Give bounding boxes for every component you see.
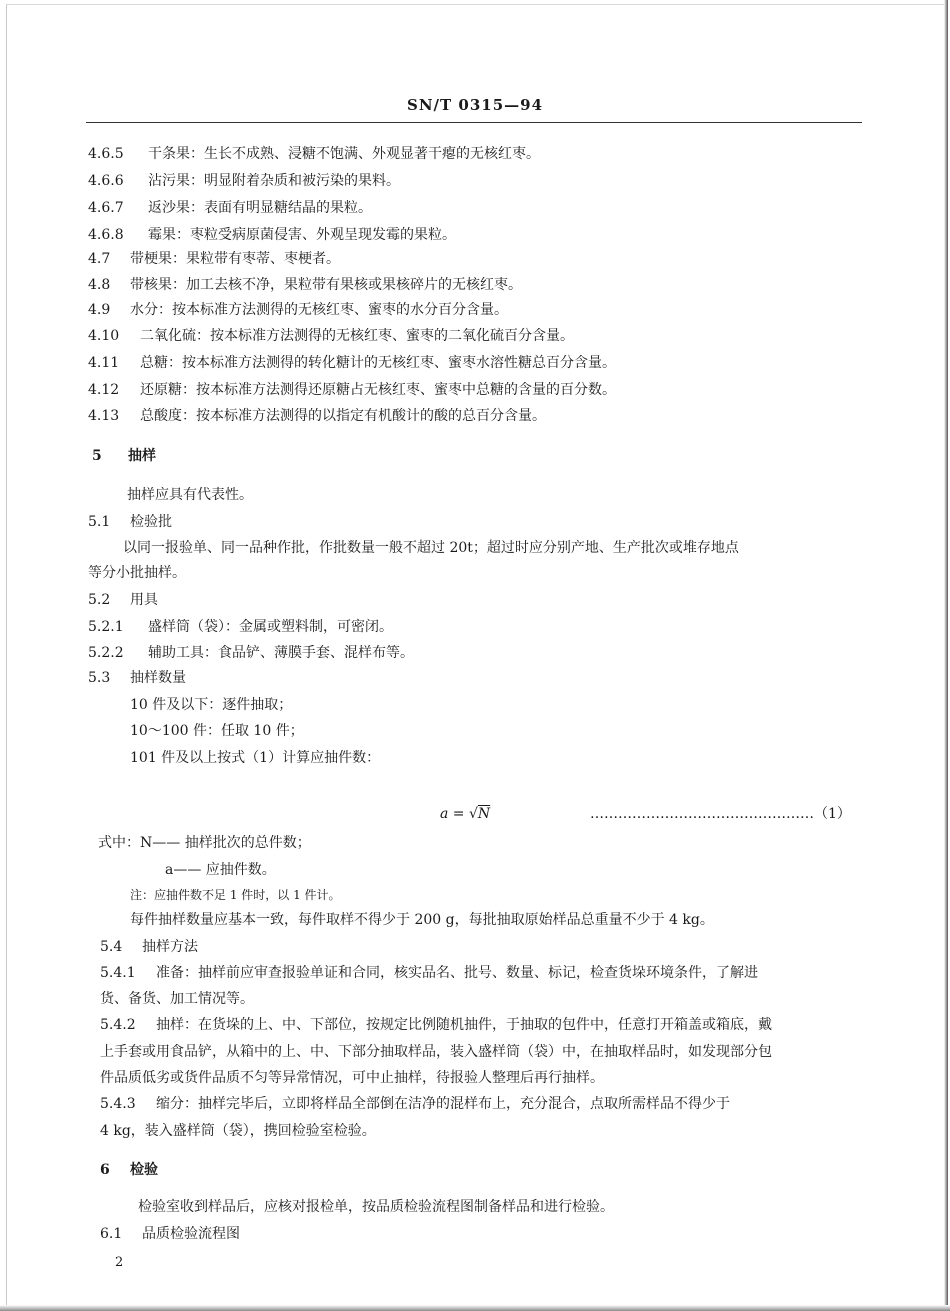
formula-where-n: 式中：N—— 抽样批次的总件数； <box>98 835 311 851</box>
clause-4-6-7: 4.6.7 返沙果：表面有明显糖结晶的果粒。 <box>88 200 372 216</box>
sampling-rule-3: 101 件及以上按式（1）计算应抽件数： <box>130 750 381 766</box>
note: 注：应抽件数不足 1 件时，以 1 件计。 <box>130 888 341 902</box>
clause-5-4-1-cont: 货、备货、加工情况等。 <box>100 991 254 1007</box>
clause-5-4: 5.4 抽样方法 <box>100 939 198 955</box>
clause-5-1-text-1: 以同一报验单、同一品种作批，作批数量一般不超过 20t；超过时应分别产地、生产批次或堆存地点 <box>123 540 739 556</box>
clause-5-4-3: 5.4.3 缩分：抽样完毕后，立即将样品全部倒在洁净的混样布上，充分混合，点取所需样品不得少于 <box>100 1096 730 1112</box>
clause-5-2-1: 5.2.1 盛样筒（袋）：金属或塑料制，可密闭。 <box>88 619 393 635</box>
clause-5-4-3-cont: 4 kg，装入盛样筒（袋），携回检验室检验。 <box>100 1123 376 1139</box>
sampling-quantity-text: 每件抽样数量应基本一致，每件取样不得少于 200 g，每批抽取原始样品总重量不少于 4 kg。 <box>130 912 714 928</box>
clause-6-1: 6.1 品质检验流程图 <box>100 1226 240 1242</box>
clause-5-4-2-cont-2: 件品质低劣或货件品质不匀等异常情况，可中止抽样，待报验人整理后再行抽样。 <box>100 1070 604 1086</box>
clause-4-6-6: 4.6.6 沾污果：明显附着杂质和被污染的果料。 <box>88 173 400 189</box>
clause-5-3: 5.3 抽样数量 <box>88 670 186 686</box>
formula-where-a: a—— 应抽件数。 <box>165 862 276 878</box>
clause-4-9: 4.9 水分：按本标准方法测得的无核红枣、蜜枣的水分百分含量。 <box>88 302 508 318</box>
scan-shadow-bottom <box>0 1305 950 1311</box>
header-rule <box>86 122 862 123</box>
sampling-rule-1: 10 件及以下：逐件抽取； <box>130 697 293 713</box>
clause-5-1: 5.1 检验批 <box>88 514 172 530</box>
clause-5-4-2: 5.4.2 抽样：在货垛的上、中、下部位，按规定比例随机抽件，于抽取的包件中，任意打开箱盖或箱底，戴 <box>100 1017 772 1033</box>
standard-code-header: SN/T 0315—94 <box>406 96 544 114</box>
clause-4-10: 4.10 二氧化硫：按本标准方法测得的无核红枣、蜜枣的二氧化硫百分含量。 <box>88 328 574 344</box>
clause-4-6-8: 4.6.8 霉果：枣粒受病原菌侵害、外观呈现发霉的果粒。 <box>88 227 456 243</box>
formula-number: …………………………………………（1） <box>590 806 851 822</box>
clause-5-2-2: 5.2.2 辅助工具：食品铲、薄膜手套、混样布等。 <box>88 645 414 661</box>
section-6-intro: 检验室收到样品后，应核对报检单，按品质检验流程图制备样品和进行检验。 <box>138 1199 614 1215</box>
page-number: 2 <box>115 1255 124 1270</box>
clause-5-4-2-cont-1: 上手套或用食品铲，从箱中的上、中、下部分抽取样品，装入盛样筒（袋）中，在抽取样品时，如发现部分包 <box>100 1044 772 1060</box>
clause-4-12: 4.12 还原糖：按本标准方法测得还原糖占无核红枣、蜜枣中总糖的含量的百分数。 <box>88 382 616 398</box>
clause-4-13: 4.13 总酸度：按本标准方法测得的以指定有机酸计的酸的总百分含量。 <box>88 408 546 424</box>
sampling-rule-2: 10～100 件：任取 10 件； <box>130 723 304 739</box>
clause-5-4-1: 5.4.1 准备：抽样前应审查报验单证和合同，核实品名、批号、数量、标记，检查货垛环境条件，了解进 <box>100 965 758 981</box>
clause-4-8: 4.8 带核果：加工去核不净，果粒带有果核或果核碎片的无核红枣。 <box>88 277 522 293</box>
clause-5-2: 5.2 用具 <box>88 592 158 608</box>
clause-4-7: 4.7 带梗果：果粒带有枣蒂、枣梗者。 <box>88 251 340 267</box>
clause-5-1-text-2: 等分小批抽样。 <box>88 565 186 581</box>
section-6-title: 6 检验 <box>100 1162 158 1178</box>
clause-4-11: 4.11 总糖：按本标准方法测得的转化糖计的无核红枣、蜜枣水溶性糖总百分含量。 <box>88 355 616 371</box>
scan-shadow-right <box>944 0 948 1311</box>
formula-expression: a = √N <box>440 806 491 822</box>
section-5-title: 5 抽样 <box>92 448 156 464</box>
section-5-intro: 抽样应具有代表性。 <box>127 487 253 503</box>
clause-4-6-5: 4.6.5 干条果：生长不成熟、浸糖不饱满、外观显著干瘪的无核红枣。 <box>88 146 540 162</box>
